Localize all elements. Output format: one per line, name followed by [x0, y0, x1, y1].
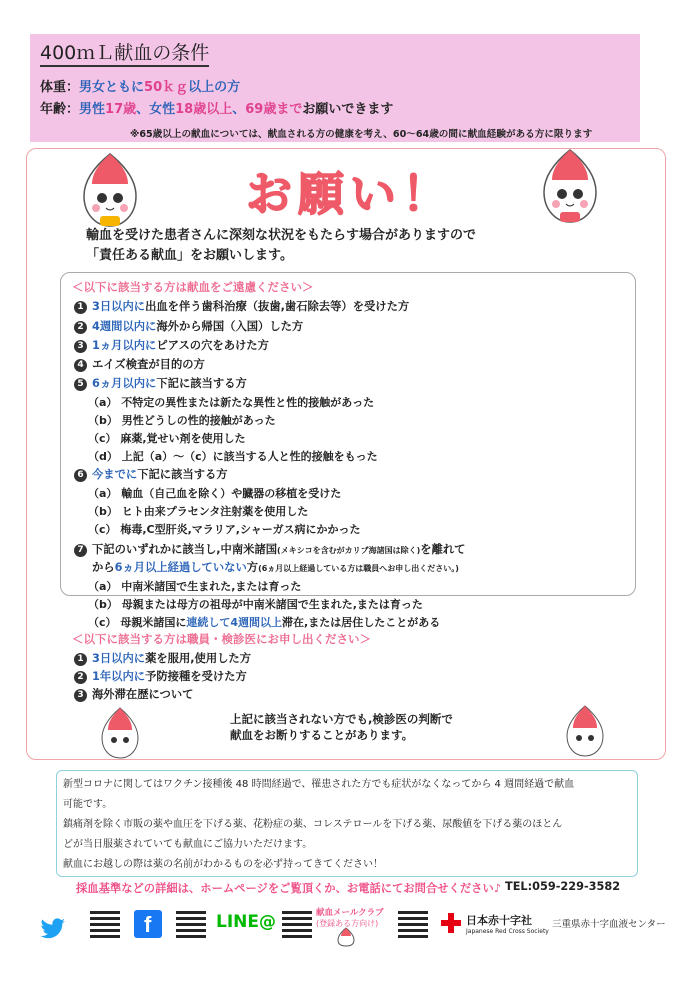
item-highlight: 3日以内に	[92, 300, 146, 313]
sub-text: 滞在,または居住したことがある	[282, 616, 441, 629]
mascot-bottom-right-icon	[555, 704, 615, 759]
sub-item: （a） 中南米諸国で生まれた,または育った	[88, 580, 302, 593]
sub-item: （a） 輸血（自己血を除く）や臓器の移植を受けた	[88, 487, 342, 500]
age-condition	[40, 98, 393, 117]
number-badge: 5	[74, 378, 87, 391]
item-text: 下記に該当する方	[137, 468, 228, 481]
info-line-2: 可能です。	[63, 799, 113, 810]
number-badge: 2	[74, 671, 87, 684]
age-max: 69歳まで	[245, 102, 303, 117]
list-item	[74, 668, 247, 684]
item-text: から	[92, 561, 115, 574]
item-highlight: 4週間以内に	[92, 320, 157, 333]
sub-item: （d） 上記（a）～（c）に該当する人と性的接触をもった	[88, 450, 378, 463]
sub-highlight: 連続して4週間以上	[186, 616, 283, 629]
mail-qr-icon	[398, 908, 428, 938]
item-text: 予防接種を受けた方	[145, 670, 247, 683]
number-badge: 1	[74, 653, 87, 666]
info-line-4: どが当日服薬されていても献血にご協力いただけます。	[63, 839, 313, 850]
facebook-icon[interactable]: f	[134, 910, 162, 938]
intro-line-1: 輸血を受けた患者さんに深刻な状況をもたらす場合がありますので	[86, 228, 477, 243]
info-box	[56, 770, 638, 877]
item-text: 方	[246, 561, 259, 574]
twitter-icon[interactable]	[40, 918, 66, 940]
center-name: 三重県赤十字血液センター	[552, 919, 666, 930]
mail-club-sub: (登録ある方向け)	[316, 919, 379, 928]
age-female: 18歳以上	[175, 102, 233, 117]
weight-text-2: 以上の方	[188, 80, 241, 95]
conditions-box	[30, 34, 640, 142]
number-badge: 1	[74, 301, 87, 314]
item-text: 下記のいずれかに該当し,中南米諸国	[92, 543, 278, 556]
conditions-title: 400ｍＬ献血の条件	[40, 38, 209, 65]
item-7-line-2	[92, 559, 459, 575]
footer-note-2: 献血をお断りすることがあります。	[230, 728, 414, 742]
age-label: 年齢：	[40, 102, 80, 117]
item-highlight: 6ヵ月以上経過していない	[114, 561, 247, 574]
onegai-heading: お願い！	[246, 167, 454, 221]
sub-item: （b） 母親または母方の祖母が中南米諸国で生まれた,または育った	[88, 598, 423, 611]
item-text: 出血を伴う歯科治療（抜歯,歯石除去等）を受けた方	[145, 300, 410, 313]
mascot-right-icon	[530, 146, 610, 230]
number-badge: 7	[74, 544, 87, 557]
info-line-1: 新型コロナに関してはワクチン接種後 48 時間経過で、罹患された方でも症状がなくなってから 4 週間経過で献血	[63, 779, 575, 790]
weight-value: 50ｋｇ	[144, 80, 189, 95]
sub-item: （c） 梅毒,C型肝炎,マラリア,シャーガス病にかかった	[88, 523, 361, 536]
item-text: 下記に該当する方	[156, 377, 247, 390]
age-text-1: 男性	[79, 102, 106, 117]
item-text: 海外滞在歴について	[92, 688, 194, 701]
info-line-3: 鎮痛剤を除く市販の薬や血圧を下げる薬、花粉症の薬、コレステロールを下げる薬、尿酸値を下げる薬のほとん	[63, 819, 563, 830]
section-2-heading: ＜以下に該当する方は職員・検診医にお申し出ください＞	[72, 632, 371, 646]
number-badge: 3	[74, 689, 87, 702]
list-item	[74, 466, 228, 482]
footer-note-1: 上記に該当されない方でも,検診医の判断で	[230, 712, 453, 726]
age-note: ※65歳以上の献血については、献血される方の健康を考え、60～64歳の間に献血経験がある方に限ります	[130, 129, 593, 140]
sub-item: （a） 不特定の異性または新たな異性と性的接触があった	[88, 396, 375, 409]
section-1-heading: ＜以下に該当する方は献血をご遠慮ください＞	[72, 280, 314, 294]
item-text: ピアスの穴をあけた方	[156, 339, 269, 352]
age-text-2: 、女性	[136, 102, 176, 117]
red-cross-icon	[440, 912, 462, 934]
list-item	[74, 375, 247, 391]
item-note: (メキシコを含むがカリブ海諸国は除く)	[277, 546, 421, 555]
list-item	[74, 650, 251, 666]
age-text-4: お願いできます	[302, 102, 394, 117]
line-logo[interactable]: LINE@	[216, 912, 276, 932]
sub-item	[88, 614, 440, 630]
tel-number[interactable]: TEL:059-229-3582	[505, 880, 621, 893]
weight-label: 体重：	[40, 80, 80, 95]
sub-item: （b） 男性どうしの性的接触があった	[88, 414, 276, 427]
intro-line-2: 「責任ある献血」をお願いします。	[86, 248, 293, 263]
item-text: エイズ検査が目的の方	[92, 358, 205, 371]
number-badge: 4	[74, 359, 87, 372]
list-item	[74, 298, 409, 314]
item-text: を離れて	[420, 543, 466, 556]
mail-mascot-icon	[334, 927, 358, 947]
item-text: 薬を服用,使用した方	[145, 652, 252, 665]
info-line-5: 献血にお越しの際は薬の名前がわかるものを必ず持ってきてください！	[63, 859, 383, 870]
number-badge: 6	[74, 469, 87, 482]
item-text: 海外から帰国（入国）した方	[156, 320, 304, 333]
item-highlight: 今までに	[92, 468, 138, 481]
list-item	[74, 541, 465, 557]
sub-item: （b） ヒト由来プラセンタ注射薬を使用した	[88, 505, 309, 518]
age-male: 17歳	[105, 102, 137, 117]
item-highlight: 3日以内に	[92, 652, 146, 665]
jrc-english: Japanese Red Cross Society	[466, 928, 549, 935]
mascot-bottom-left-icon	[90, 706, 150, 761]
number-badge: 3	[74, 340, 87, 353]
list-item	[74, 318, 303, 334]
item-note: (6ヵ月以上経過している方は職員へお申し出ください。)	[258, 564, 459, 573]
twitter-qr-icon	[90, 908, 120, 938]
item-highlight: 1ヵ月以内に	[92, 339, 157, 352]
item-highlight: 6ヵ月以内に	[92, 377, 157, 390]
jrc-name: 日本赤十字社	[466, 914, 532, 927]
contact-text: 採血基準などの詳細は、ホームページをご覧頂くか、お電話にてお問合せください♪	[76, 882, 501, 895]
sub-item: （c） 麻薬,覚せい剤を使用した	[88, 432, 246, 445]
weight-condition	[40, 76, 240, 95]
line-qr-icon	[282, 908, 312, 938]
mascot-left-icon	[70, 150, 150, 234]
age-text-3: 、	[232, 102, 246, 117]
number-badge: 2	[74, 321, 87, 334]
mail-club-label: 献血メールクラブ	[316, 908, 384, 918]
facebook-qr-icon	[176, 908, 206, 938]
weight-text-1: 男女ともに	[79, 80, 145, 95]
sub-text: （c） 母親米諸国に	[88, 616, 187, 629]
list-item	[74, 356, 205, 372]
list-item	[74, 686, 193, 702]
list-item	[74, 337, 269, 353]
item-highlight: 1年以内に	[92, 670, 146, 683]
